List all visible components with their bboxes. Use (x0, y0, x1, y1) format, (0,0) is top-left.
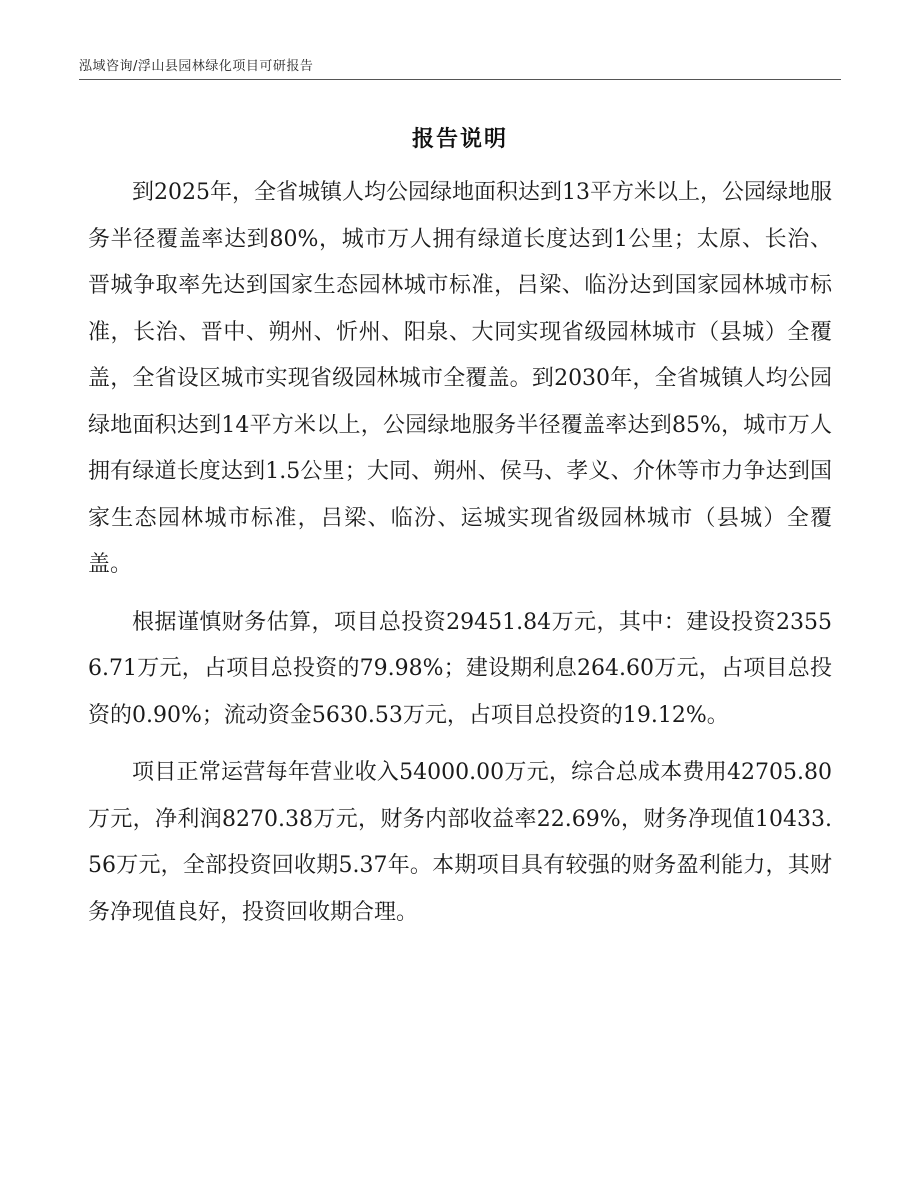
paragraph-goals: 到2025年，全省城镇人均公园绿地面积达到13平方米以上，公园绿地服务半径覆盖率达到80%，城市万人拥有绿道长度达到1公里；太原、长治、晋城争取率先达到国家生态园林城市标准，吕梁、临汾达到国家园林城市标准，长治、晋中、朔州、忻州、阳泉、大同实现省级园林城市（县城）全覆盖，全省设区城市实现省级园林城市全覆盖。到2030年，全省城镇人均公园绿地面积达到14平方米以上，公园绿地服务半径覆盖率达到85%，城市万人拥有绿道长度达到1.5公里；大同、朔州、侯马、孝义、介休等市力争达到国家生态园林城市标准，吕梁、临汾、运城实现省级园林城市（县城）全覆盖。 (88, 180, 832, 577)
header-divider (79, 79, 841, 80)
paragraph-investment: 根据谨慎财务估算，项目总投资29451.84万元，其中：建设投资23556.71万元，占项目总投资的79.98%；建设期利息264.60万元，占项目总投资的0.90%；流动资金5630.53万元，占项目总投资的19.12%。 (88, 609, 832, 728)
page-title: 报告说明 (411, 127, 508, 152)
paragraph-financials: 项目正常运营每年营业收入54000.00万元，综合总成本费用42705.80万元，净利润8270.38万元，财务内部收益率22.69%，财务净现值10433.56万元，全部投资回收期5.37年。本期项目具有较强的财务盈利能力，其财务净现值良好，投资回收期合理。 (88, 760, 832, 925)
report-body (88, 170, 832, 947)
running-header: 泓域咨询/浮山县园林绿化项目可研报告 (79, 59, 314, 74)
